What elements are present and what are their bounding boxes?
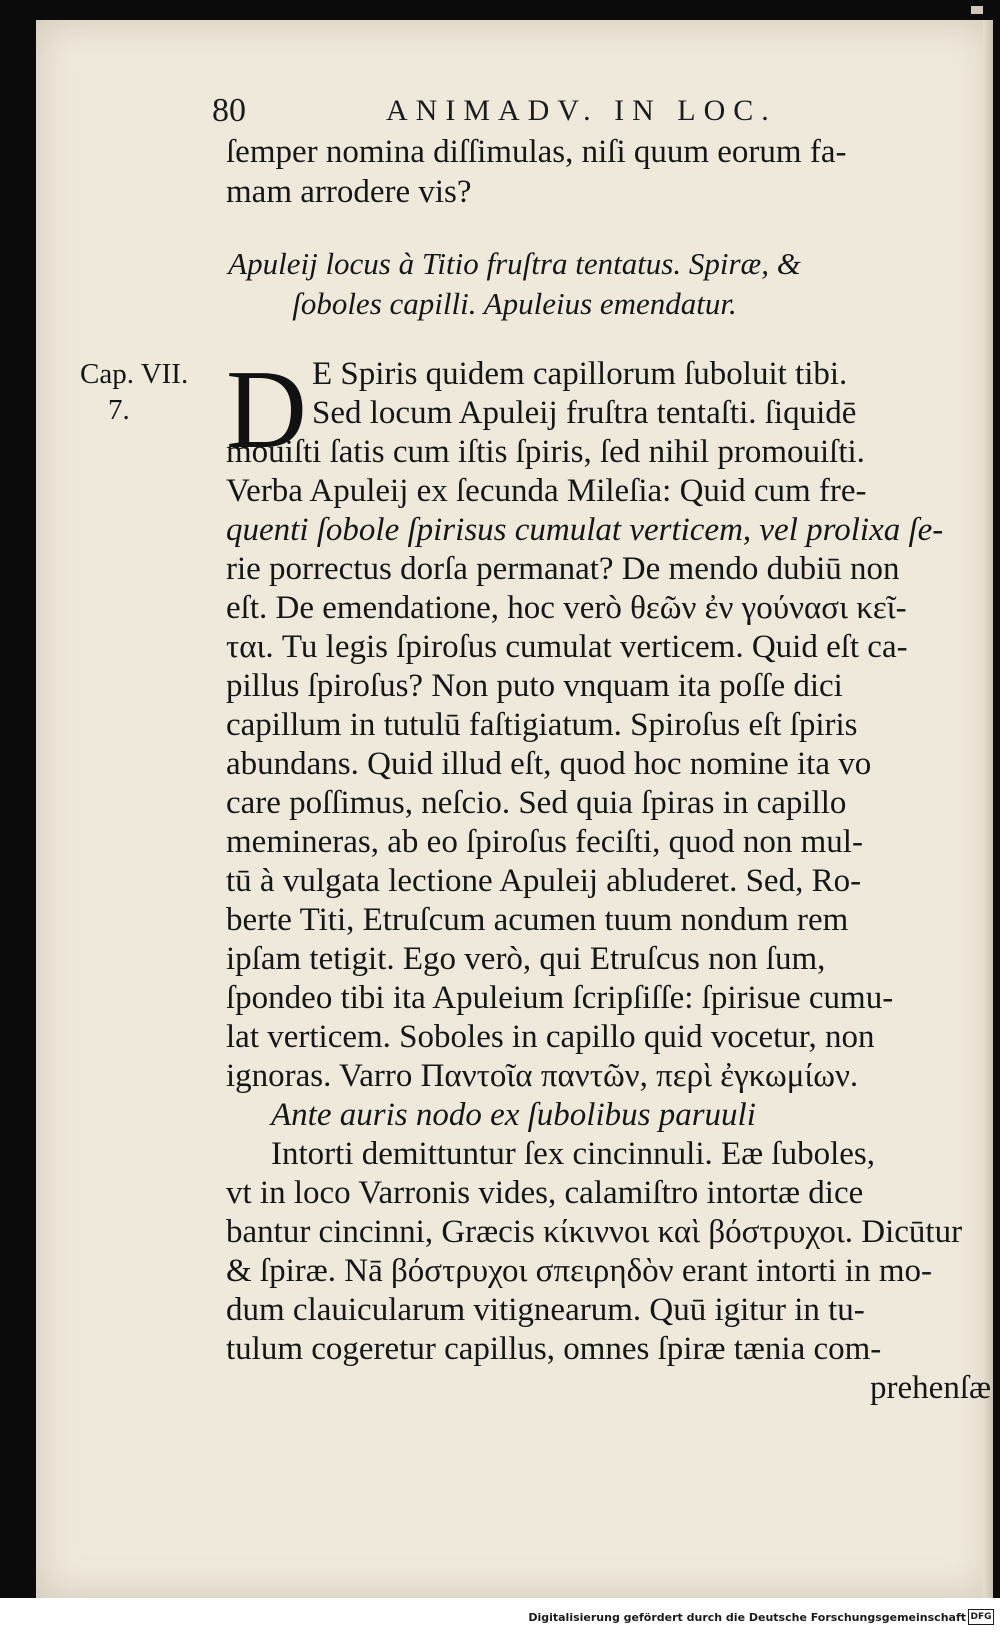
- body-line: memineras, ab eo ſpiroſus feciſti, quod non mul-: [226, 824, 863, 860]
- body-line: abundans. Quid illud eſt, quod hoc nomine ita vo: [226, 746, 872, 782]
- body-line: berte Titi, Etruſcum acumen tuum nondum rem: [226, 902, 849, 938]
- body-line: & ſpiræ. Nā βόστρυχοι σπειρηδὸν erant intorti in mo-: [226, 1253, 933, 1289]
- chapter-heading-line: ſoboles capilli. Apuleius emendatur.: [292, 286, 737, 321]
- intro-line: mam arrodere vis?: [226, 174, 472, 210]
- body-line: care poſſimus, neſcio. Sed quia ſpiras in capillo: [226, 785, 847, 821]
- scan-edge-mark: [971, 6, 983, 14]
- chapter-heading-line: Apuleij locus à Titio fruſtra tentatus. Spiræ, &: [228, 246, 801, 281]
- digitization-footer: [0, 1598, 1000, 1639]
- body-line: mouiſti ſatis cum iſtis ſpiris, ſed nihil promouiſti.: [226, 434, 865, 470]
- body-line: pillus ſpiroſus? Non puto vnquam ita poſſe dici: [226, 668, 843, 704]
- body-line: Verba Apuleij ex ſecunda Mileſia: Quid cum fre-: [226, 473, 867, 509]
- body-line: eſt. De emendatione, hoc verò θεῶν ἐν γούνασι κεῖ-: [226, 590, 907, 626]
- running-head: ANIMADV. IN LOC.: [386, 94, 777, 127]
- verse-line: Intorti demittuntur ſex cincinnuli. Eæ ſuboles,: [271, 1136, 875, 1172]
- margin-chapter-label: Cap. VII.: [80, 358, 189, 390]
- book-page: [36, 20, 993, 1598]
- drop-capital: D: [226, 348, 307, 472]
- page-header: [36, 88, 993, 138]
- body-line: ipſam tetigit. Ego verò, qui Etruſcus non ſum,: [226, 941, 826, 977]
- margin-chapter-number: 7.: [108, 394, 130, 426]
- catchword: prehenſæ: [870, 1370, 991, 1406]
- body-line: Sed locum Apuleij fruſtra tentaſti. ſiquidē: [312, 395, 857, 431]
- body-line: capillum in tutulū faſtigiatum. Spiroſus eſt ſpiris: [226, 707, 858, 743]
- body-line: lat verticem. Soboles in capillo quid vocetur, non: [226, 1019, 875, 1055]
- verse-line: Ante auris nodo ex ſubolibus paruuli: [271, 1097, 756, 1133]
- body-line: vt in loco Varronis vides, calamiſtro intortæ dice: [226, 1175, 864, 1211]
- footer-credit: Digitalisierung gefördert durch die Deutsche Forschungsgemeinschaft: [528, 1611, 966, 1624]
- body-line: bantur cincinni, Græcis κίκιννοι καὶ βόστρυχοι. Dicūtur: [226, 1214, 963, 1250]
- page-number: 80: [212, 92, 246, 129]
- body-line: tulum cogeretur capillus, omnes ſpiræ tænia com-: [226, 1331, 882, 1367]
- scan-top-border: [36, 0, 993, 20]
- body-line: ται. Tu legis ſpiroſus cumulat verticem. Quid eſt ca-: [226, 629, 908, 665]
- body-line: tū à vulgata lectione Apuleij abluderet. Sed, Ro-: [226, 863, 862, 899]
- body-line: quenti ſobole ſpirisus cumulat verticem, vel prolixa ſe-: [226, 512, 944, 548]
- intro-line: ſemper nomina diſſimulas, niſi quum eorum fa-: [226, 134, 847, 170]
- body-line: E Spiris quidem capillorum ſuboluit tibi.: [312, 356, 848, 392]
- body-line: ignoras. Varro Παντοῖα παντῶν, περὶ ἐγκωμίων.: [226, 1058, 859, 1094]
- body-line: rie porrectus dorſa permanat? De mendo dubiū non: [226, 551, 900, 587]
- body-line: dum clauicularum vitignearum. Quū igitur in tu-: [226, 1292, 865, 1328]
- dfg-logo: DFG: [968, 1609, 994, 1625]
- body-line: ſpondeo tibi ita Apuleium ſcripſiſſe: ſpirisue cumu-: [226, 980, 894, 1016]
